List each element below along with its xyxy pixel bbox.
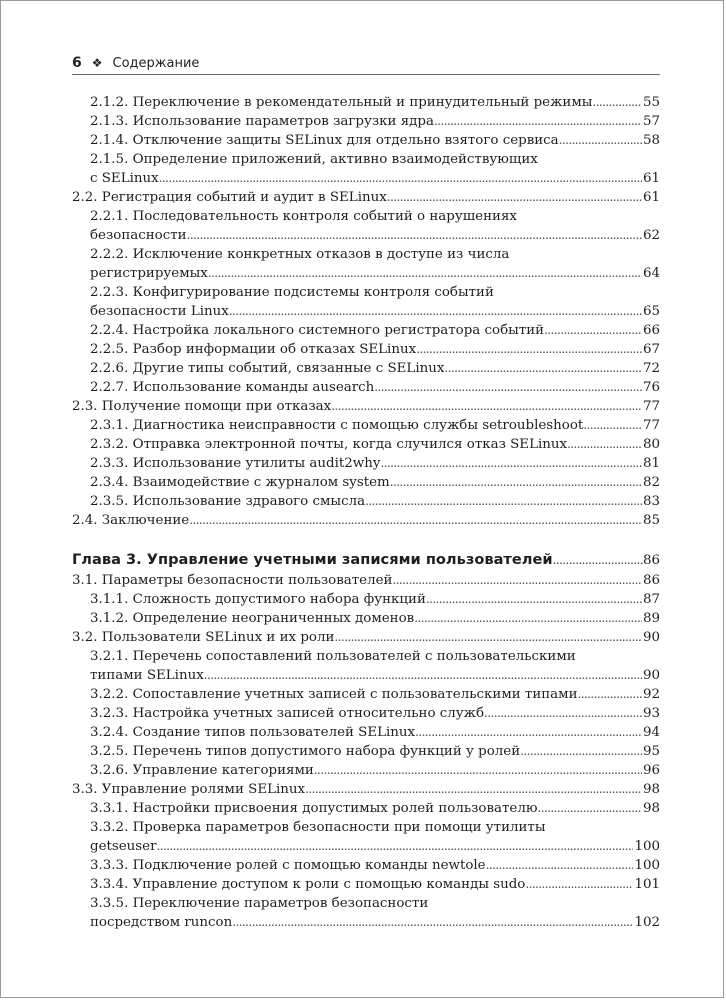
toc-entry-line [90,913,660,932]
toc-entry-title: getseuser [90,839,157,854]
toc-entry-title: безопасности [90,228,187,243]
toc-entry-line [90,875,660,894]
toc-entry-line [72,628,660,647]
toc-entry-page-number: 92 [642,687,660,702]
toc-entry-line [90,799,660,818]
toc-entry-title: 2.3.4. Взаимодействие с журналом system [90,475,390,490]
toc-entry-title: 3.2.3. Настройка учетных записей относительно служб [90,706,485,721]
toc-entry[interactable] [72,397,660,416]
toc-entry-title: 2.2.4. Настройка локального системного регистратора событий [90,323,545,338]
dot-leader [392,571,641,590]
toc-entry-page-number: 80 [642,437,660,452]
dot-leader [187,226,642,245]
toc-entry-page-number: 101 [634,877,660,892]
toc-entry-page-number: 85 [642,513,660,528]
toc-entry-page-number: 72 [642,361,660,376]
toc-entry-page-number: 57 [642,114,660,129]
toc-entry-line [90,150,660,169]
toc-entry-page-number: 61 [642,190,660,205]
toc-entry-page-number: 62 [642,228,660,243]
dot-leader [331,397,642,416]
toc-entry-line [72,188,660,207]
dot-leader [553,550,643,570]
toc-entry-line [90,837,660,856]
toc-entry[interactable] [72,473,660,492]
dot-leader [484,704,642,723]
chapter-title: Глава 3. Управление учетными записями пользователей [72,551,553,568]
toc-entry-title: 2.2.3. Конфигурирование подсистемы контроля событий [90,285,494,300]
dot-leader [486,856,634,875]
toc-entry-line [90,856,660,875]
running-header [72,54,660,75]
dot-leader [559,131,642,150]
toc-entry-line [90,761,660,780]
toc-entry-title: 3.2.5. Перечень типов допустимого набора функций у ролей [90,744,521,759]
toc-entry-page-number: 64 [642,266,660,281]
toc-entry-line [90,454,660,473]
toc-entry[interactable] [72,511,660,530]
toc-entry-line [90,492,660,511]
toc-entry-title: 2.2. Регистрация событий и аудит в SELinux [72,190,387,205]
toc-entry-title: типами SELinux [90,668,204,683]
dot-leader [365,492,642,511]
toc-entry-page-number: 67 [642,342,660,357]
toc-entry-title: 3.2.4. Создание типов пользователей SELinux [90,725,416,740]
toc-entry[interactable] [72,435,660,454]
toc-entry-page-number: 86 [642,573,660,588]
toc-entry-line [90,207,660,226]
toc-entry-line [72,571,660,590]
toc-entry[interactable] [72,799,660,818]
toc-entry[interactable] [72,454,660,473]
toc-entry[interactable] [72,761,660,780]
toc-entry[interactable] [72,359,660,378]
toc-entry[interactable] [72,571,660,590]
toc-entry-title: 2.3.1. Диагностика неисправности с помощью службы setroubleshoot [90,418,584,433]
toc-entry[interactable] [72,685,660,704]
dot-leader [415,723,642,742]
toc-entry-page-number: 96 [642,763,660,778]
toc-entry[interactable] [72,245,660,283]
toc-entry-page-number: 66 [642,323,660,338]
toc-entry-line [90,112,660,131]
toc-entry-line [90,169,660,188]
toc-entry-line [72,780,660,799]
dot-leader [208,264,642,283]
toc-entry-line [90,647,660,666]
toc-section-chapter-3 [72,571,660,932]
toc-entry-page-number: 87 [642,592,660,607]
dot-leader [232,913,633,932]
toc-entry-title: 3.3.2. Проверка параметров безопасности при помощи утилиты [90,820,546,835]
toc-section-chapter-2 [72,93,660,530]
toc-entry-title: 3.3.1. Настройки присвоения допустимых ролей пользователю [90,801,538,816]
header-page-number: 6 [72,55,82,71]
dot-leader [434,112,642,131]
toc-entry[interactable] [72,856,660,875]
toc-entry-title: посредством runcon [90,915,233,930]
toc-entry-title: регистрируемых [90,266,208,281]
toc-entry-title: 3.1. Параметры безопасности пользователей [72,573,393,588]
toc-entry[interactable] [72,780,660,799]
toc-entry-page-number: 94 [642,725,660,740]
toc-entry-title: 3.3.4. Управление доступом к роли с помощью команды sudo [90,877,526,892]
toc-entry-title: 2.2.5. Разбор информации об отказах SELinux [90,342,417,357]
toc-entry[interactable] [72,207,660,245]
toc-entry[interactable] [72,93,660,112]
toc-entry-title: 2.2.2. Исключение конкретных отказов в доступе из числа [90,247,510,262]
toc-entry-title: 3.3.3. Подключение ролей с помощью команды newtole [90,858,486,873]
dot-leader [525,875,633,894]
toc-entry-page-number: 77 [642,418,660,433]
toc-entry-line [90,590,660,609]
dot-leader [390,473,642,492]
toc-entry-line [90,416,660,435]
toc-entry-title: безопасности Linux [90,304,229,319]
toc-entry-title: 3.2.1. Перечень сопоставлений пользователей с пользовательскими [90,649,576,664]
toc-entry-title: 3.2.2. Сопоставление учетных записей с пользовательскими типами [90,687,578,702]
toc-entry[interactable] [72,590,660,609]
toc-entry-line [90,245,660,264]
dot-leader [380,454,642,473]
toc-entry-title: 2.1.3. Использование параметров загрузки ядра [90,114,434,129]
toc-entry[interactable] [72,378,660,397]
toc-entry[interactable] [72,875,660,894]
toc-entry[interactable] [72,416,660,435]
toc-entry-title: 2.1.5. Определение приложений, активно взаимодействующих [90,152,538,167]
toc-entry-line [90,473,660,492]
toc-entry[interactable] [72,131,660,150]
toc-entry-title: 2.1.4. Отключение защиты SELinux для отдельно взятого сервиса [90,133,559,148]
toc-entry-title: 2.2.1. Последовательность контроля событий о нарушениях [90,209,517,224]
toc-entry-line [90,609,660,628]
toc-entry[interactable] [72,742,660,761]
toc-entry-page-number: 98 [642,801,660,816]
toc-entry-page-number: 95 [642,744,660,759]
toc-entry-line [90,321,660,340]
toc-entry-page-number: 77 [642,399,660,414]
toc-entry-page-number: 90 [642,668,660,683]
toc-entry-page-number: 55 [642,95,660,110]
dot-leader [334,628,642,647]
dot-leader [426,590,642,609]
dot-leader [159,169,642,188]
toc-entry[interactable] [72,112,660,131]
dot-leader [416,340,642,359]
header-title: Содержание [112,56,200,71]
dot-leader [592,93,642,112]
toc-entry-title: 3.2.6. Управление категориями [90,763,314,778]
toc-entry-line [90,378,660,397]
toc-entry[interactable] [72,150,660,188]
toc-entry-page-number: 93 [642,706,660,721]
toc-entry-title: 2.3.3. Использование утилиты audit2why [90,456,381,471]
toc-entry-line [90,283,660,302]
toc-chapter-heading[interactable] [72,550,660,571]
dot-leader [544,321,642,340]
toc-entry-page-number: 89 [642,611,660,626]
toc-entry-line [90,302,660,321]
toc-entry-line [90,93,660,112]
toc-entry-line [90,685,660,704]
toc-entry-line [90,340,660,359]
toc-entry-line [90,742,660,761]
toc-entry-page-number: 61 [642,171,660,186]
dot-leader [314,761,642,780]
toc-entry-page-number: 90 [642,630,660,645]
toc-entry-line [72,511,660,530]
toc-entry-line [72,397,660,416]
dot-leader [229,302,642,321]
dot-leader [189,511,642,530]
toc-entry-page-number: 82 [642,475,660,490]
toc-entry-line [90,435,660,454]
toc-entry[interactable] [72,283,660,321]
dot-leader [157,837,634,856]
toc-entry[interactable] [72,647,660,685]
dot-leader [414,609,642,628]
toc-entry-page-number: 58 [642,133,660,148]
dot-leader [567,435,642,454]
toc-entry-title: 2.4. Заключение [72,513,190,528]
toc-entry-title: 2.1.2. Переключение в рекомендательный и принудительный режимы [90,95,593,110]
dot-leader [374,378,642,397]
toc-entry[interactable] [72,704,660,723]
toc-entry[interactable] [72,188,660,207]
toc-entry[interactable] [72,609,660,628]
dot-leader [305,780,642,799]
toc-entry[interactable] [72,628,660,647]
dot-leader [583,416,642,435]
toc-entry-line [90,894,660,913]
toc-entry-line [90,264,660,283]
dot-leader [578,685,642,704]
table-of-contents [72,93,660,932]
toc-entry-page-number: 100 [634,839,660,854]
toc-entry-line [90,704,660,723]
toc-entry-page-number: 98 [642,782,660,797]
toc-entry-title: 3.1.1. Сложность допустимого набора функций [90,592,426,607]
dot-leader [444,359,642,378]
toc-entry-line [90,818,660,837]
toc-entry-line [90,359,660,378]
toc-entry-line [90,131,660,150]
toc-entry-title: 2.3.2. Отправка электронной почты, когда случился отказ SELinux [90,437,568,452]
toc-entry[interactable] [72,894,660,932]
chapter-gap [72,530,660,550]
toc-entry[interactable] [72,723,660,742]
toc-entry-page-number: 76 [642,380,660,395]
dot-leader [204,666,642,685]
toc-entry-page-number: 102 [634,915,660,930]
toc-entry[interactable] [72,492,660,511]
chapter-page-number: 86 [642,553,660,568]
toc-entry-line [90,666,660,685]
toc-entry-title: с SELinux [90,171,159,186]
dot-leader [538,799,642,818]
toc-entry-title: 2.3.5. Использование здравого смысла [90,494,366,509]
toc-entry-line [90,723,660,742]
toc-entry-title: 2.3. Получение помощи при отказах [72,399,332,414]
toc-entry-title: 2.2.7. Использование команды ausearch [90,380,375,395]
dot-leader [387,188,642,207]
toc-entry-title: 3.1.2. Определение неограниченных доменов [90,611,415,626]
toc-entry-title: 3.3. Управление ролями SELinux [72,782,306,797]
toc-entry-line [90,226,660,245]
toc-entry[interactable] [72,818,660,856]
dot-leader [520,742,642,761]
toc-entry-title: 2.2.6. Другие типы событий, связанные с SELinux [90,361,445,376]
toc-entry-page-number: 100 [634,858,660,873]
toc-entry-page-number: 83 [642,494,660,509]
toc-entry-title: 3.3.5. Переключение параметров безопасности [90,896,429,911]
toc-entry-page-number: 81 [642,456,660,471]
toc-entry[interactable] [72,340,660,359]
header-ornament-icon: ❖ [91,56,103,70]
toc-entry-page-number: 65 [642,304,660,319]
toc-entry-title: 3.2. Пользователи SELinux и их роли [72,630,335,645]
toc-entry[interactable] [72,321,660,340]
